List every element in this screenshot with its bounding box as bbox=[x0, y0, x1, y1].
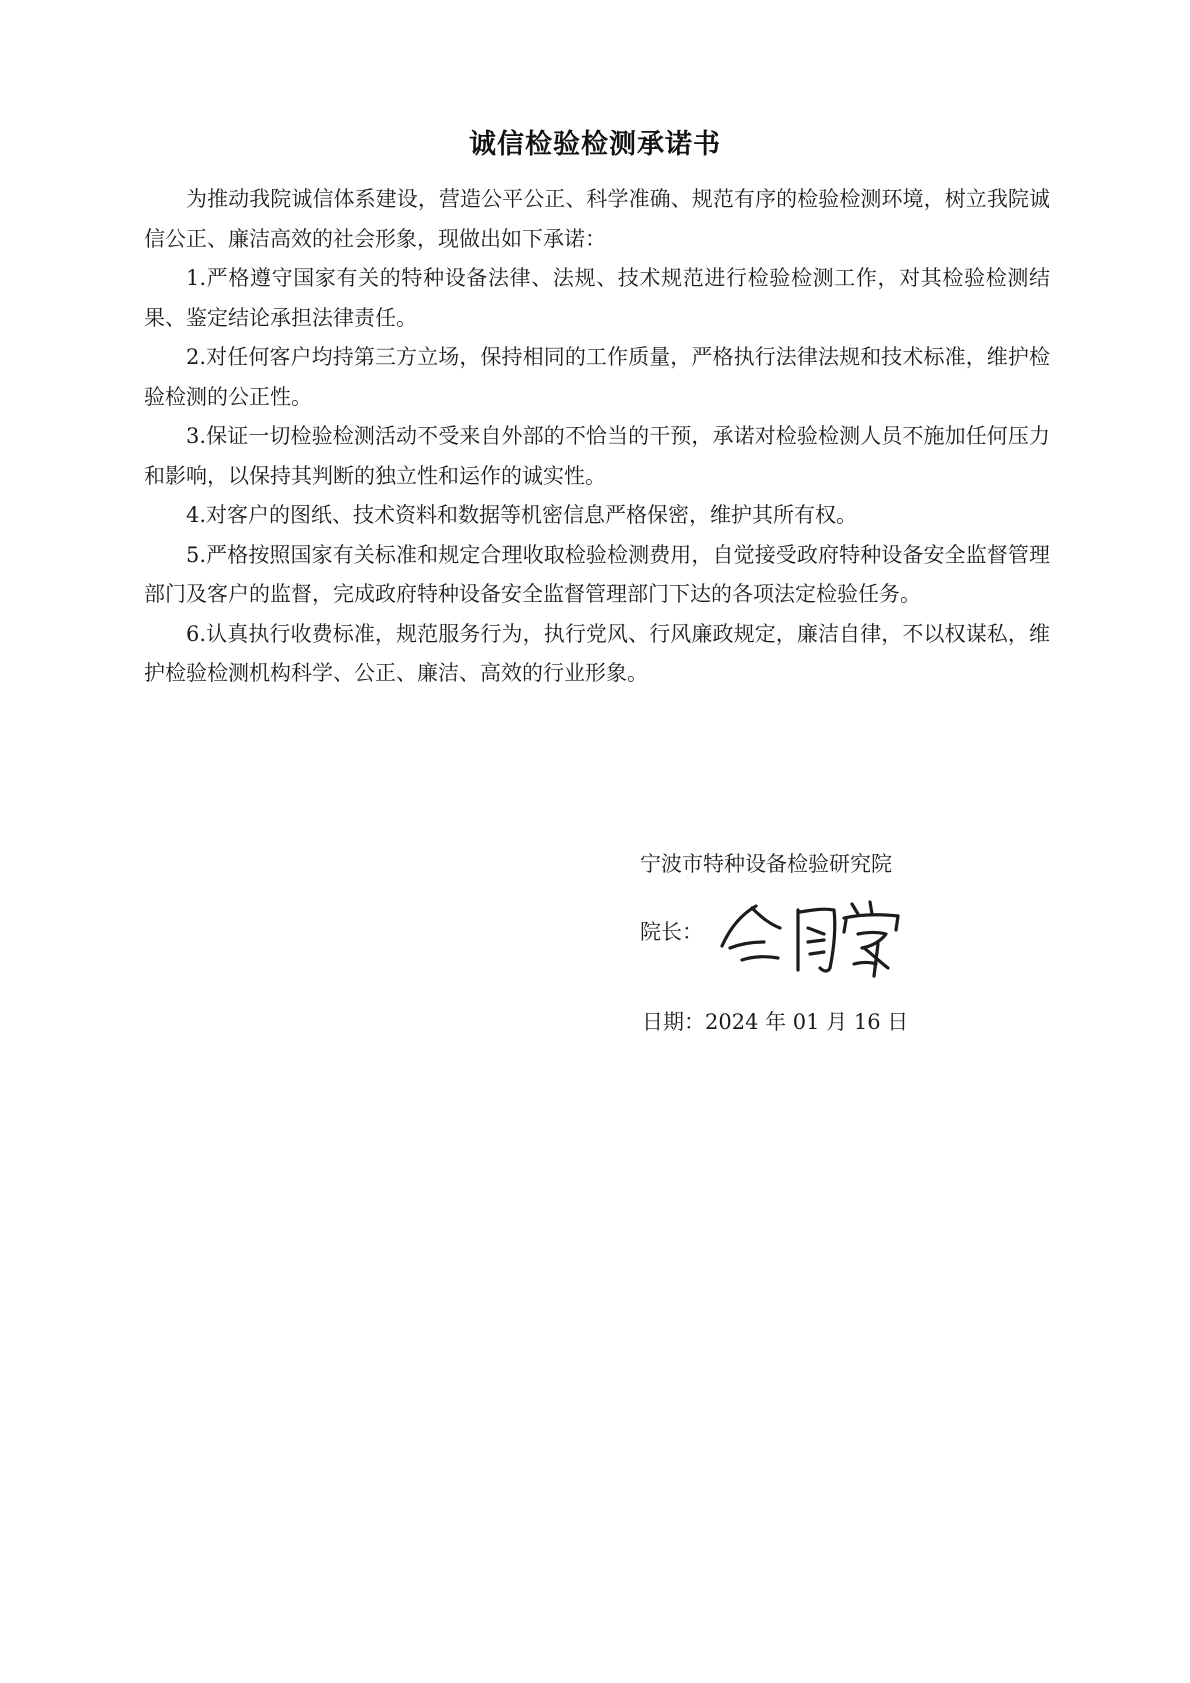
commitment-item-6: 6.认真执行收费标准，规范服务行为，执行党风、行风廉政规定，廉洁自律，不以权谋私，维护检验检测机构科学、公正、廉洁、高效的行业形象。 bbox=[144, 621, 1050, 685]
document-body bbox=[144, 180, 1050, 694]
intro-paragraph: 为推动我院诚信体系建设，营造公平公正、科学准确、规范有序的检验检测环境，树立我院诚信公正、廉洁高效的社会形象，现做出如下承诺： bbox=[144, 187, 1050, 251]
handwritten-signature bbox=[712, 884, 912, 980]
director-label: 院长： bbox=[640, 920, 703, 944]
signature-date: 日期：2024 年 01 月 16 日 bbox=[642, 1010, 909, 1034]
commitment-item-3: 3.保证一切检验检测活动不受来自外部的不恰当的干预，承诺对检验检测人员不施加任何压力和影响，以保持其判断的独立性和运作的诚实性。 bbox=[144, 424, 1050, 488]
document-title: 诚信检验检测承诺书 bbox=[469, 129, 721, 160]
organization-name: 宁波市特种设备检验研究院 bbox=[640, 852, 892, 876]
commitment-item-2: 2.对任何客户均持第三方立场，保持相同的工作质量，严格执行法律法规和技术标准，维护检验检测的公正性。 bbox=[144, 345, 1050, 409]
commitment-item-1: 1.严格遵守国家有关的特种设备法律、法规、技术规范进行检验检测工作，对其检验检测结果、鉴定结论承担法律责任。 bbox=[144, 266, 1050, 330]
commitment-item-4: 4.对客户的图纸、技术资料和数据等机密信息严格保密，维护其所有权。 bbox=[186, 503, 858, 527]
commitment-item-5: 5.严格按照国家有关标准和规定合理收取检验检测费用，自觉接受政府特种设备安全监督管理部门及客户的监督，完成政府特种设备安全监督管理部门下达的各项法定检验任务。 bbox=[144, 542, 1050, 606]
